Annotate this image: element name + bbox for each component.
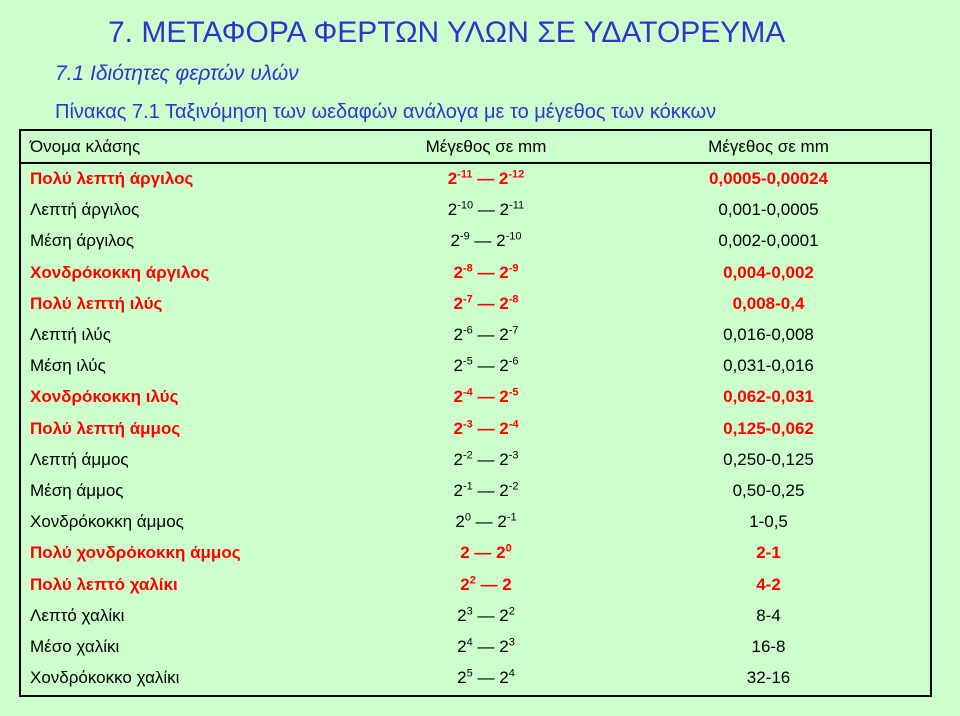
table-row [21,288,930,319]
exponent-b: -7 [508,324,519,337]
class-name-cell: Λεπτή άμμος [30,449,129,469]
base-b: 2 [499,200,510,220]
size-exponent-cell: $2^5$ — $2^4$ [457,667,515,688]
table-row [21,444,930,475]
base-b: 2 [497,512,507,532]
class-name-cell: Χονδρόκοκκο χαλίκι [30,668,180,688]
exponent-b: 2 [508,605,515,618]
class-name-cell: Μέση άμμος [30,481,124,500]
exponent-a: -5 [462,355,473,368]
size-exponent-cell: $2^2$ — 2 [460,574,512,594]
size-exponent-cell: $2^0$ — $2^{-1}$ [455,511,517,532]
base-a: 2 [453,293,463,313]
class-name-cell: Λεπτό χαλίκι [30,605,125,625]
class-name-cell: Μέση άργιλος [30,231,135,251]
exponent-a: 2 [469,574,476,586]
size-exponent-cell: $2^{-11}$ — $2^{-12}$ [447,168,525,188]
size-exponent-cell: $2^{-4}$ — $2^{-5}$ [453,386,519,407]
exponent-b: 3 [508,636,515,649]
base-b: 2 [499,605,509,625]
exponent-b: -9 [508,262,519,274]
class-name-cell: Μέσο χαλίκι [30,637,120,656]
size-exponent-cell: $2^{-5}$ — $2^{-6}$ [453,355,519,376]
base-b: 2 [499,387,509,407]
exponent-b: 0 [505,542,512,555]
size-exponent-cell: $2^{-2}$ — $2^{-3}$ [453,449,519,469]
size-exponent-cell: $2^{-3}$ — $2^{-4}$ [453,418,519,438]
base-a: 2 [447,200,458,220]
exponent-a: -10 [457,199,474,212]
table-row [21,350,930,381]
class-name-cell: Πολύ λεπτό χαλίκι [30,574,178,594]
grain-size-table [19,129,932,697]
base-a: 2 [453,418,463,438]
table-row [21,506,930,537]
table-row [21,381,930,412]
size-exponent-cell: 2 — $2^0$ [460,542,512,563]
size-mm-cell: 0,062-0,031 [723,387,814,407]
exponent-b: -6 [508,355,519,368]
class-name-cell: Πολύ χονδρόκοκκη άμμος [30,543,241,563]
size-exponent-cell: $2^{-10}$ — $2^{-11}$ [447,199,525,220]
exponent-b: 4 [508,667,515,680]
class-name-cell: Μέση ιλύς [30,356,106,376]
table-row [21,631,930,662]
size-exponent-cell: $2^{-7}$ — $2^{-8}$ [453,293,519,313]
base-a: 2 [457,605,467,625]
base-a: 2 [453,356,463,376]
header-class-name: Όνομα κλάσης [30,137,141,156]
base-b: 2 [499,418,509,438]
base-a: 2 [450,231,460,251]
exponent-a: -9 [459,230,470,243]
exponent-a: -8 [462,262,473,274]
size-exponent-cell: $2^4$ — $2^3$ [457,636,515,656]
base-a: 2 [453,262,463,282]
size-mm-cell: 8-4 [756,605,781,625]
size-mm-cell: 0,008-0,4 [732,293,805,313]
exponent-a: 5 [466,667,473,680]
exponent-a: -2 [462,449,473,462]
base-b: 2 [499,262,509,282]
section-subtitle: 7.1 Ιδιότητες φερτών υλών [55,62,299,85]
table-row [21,257,930,288]
base-a: 2 [453,325,463,344]
base-b: 2 [496,543,506,563]
exponent-b: -2 [508,480,519,493]
class-name-cell: Λεπτή άργιλος [30,200,140,220]
exponent-b: -12 [508,168,525,181]
size-mm-cell: 0,125-0,062 [723,418,814,438]
size-exponent-cell: $2^{-8}$ — $2^{-9}$ [453,262,519,282]
base-a: 2 [453,481,463,500]
size-mm-cell: 4-2 [756,574,781,594]
base-a: 2 [447,169,458,188]
table-row [21,569,930,600]
size-mm-cell: 1-0,5 [749,512,788,532]
base-b: 2 [499,668,509,688]
exponent-a: -4 [462,386,473,399]
page-title: 7. ΜΕΤΑΦΟΡΑ ΦΕΡΤΩΝ ΥΛΩΝ ΣΕ ΥΔΑΤΟΡΕΥΜΑ [108,16,786,49]
class-name-cell: Χονδρόκοκκη άργιλος [30,262,210,282]
base-a: 2 [457,668,467,688]
size-exponent-cell: $2^{-6}$ — $2^{-7}$ [453,324,519,344]
base-b: 2 [499,481,509,500]
size-mm-cell: 0,016-0,008 [723,325,814,344]
exponent-b: -3 [508,449,519,462]
table-row [21,600,930,631]
base-b: 2 [499,637,509,656]
base-a: 2 [460,574,470,594]
size-mm-cell: 16-8 [751,637,786,656]
base-b: 2 [499,356,509,376]
table-row [21,225,930,256]
size-mm-cell: 0,031-0,016 [723,356,814,376]
size-exponent-cell: $2^{-1}$ — $2^{-2}$ [453,480,519,500]
exponent-a: -3 [462,418,473,430]
base-a: 2 [457,637,467,656]
base-b: 2 [502,574,512,594]
exponent-a: 4 [466,636,473,649]
exponent-a: -7 [462,293,473,306]
table-row [21,413,930,444]
table-row [21,163,930,194]
table-caption: Πίνακας 7.1 Ταξινόμηση των ωεδαφών ανάλογα με το μέγεθος των κόκκων [55,101,717,123]
exponent-a: 3 [466,605,473,618]
base-a: 2 [460,543,470,563]
exponent-b: -10 [505,230,522,243]
exponent-a: -11 [457,168,473,181]
exponent-a: -6 [462,324,473,337]
base-b: 2 [496,231,506,251]
table-row [21,194,930,225]
size-mm-cell: 0,250-0,125 [723,449,814,469]
size-mm-cell: 0,001-0,0005 [718,200,819,220]
size-exponent-cell: $2^{-9}$ — $2^{-10}$ [450,230,522,251]
class-name-cell: Χονδρόκοκκη άμμος [30,512,184,532]
base-a: 2 [453,449,463,469]
size-mm-cell: 0,50-0,25 [732,481,805,500]
header-size-mm: Μέγεθος σε mm [708,137,829,156]
size-mm-cell: 32-16 [746,668,791,688]
base-b: 2 [498,169,509,188]
table-row [21,475,930,506]
class-name-cell: Πολύ λεπτή ιλύς [30,293,163,313]
exponent-b: -4 [508,418,519,430]
base-b: 2 [499,449,509,469]
exponent-b: -11 [509,199,525,212]
base-a: 2 [453,387,463,407]
exponent-a: -1 [462,480,473,493]
base-a: 2 [455,512,465,532]
class-name-cell: Λεπτή ιλύς [30,325,111,344]
table-row [21,662,930,693]
class-name-cell: Πολύ λεπτή άργιλος [30,169,194,188]
exponent-a: 0 [464,511,471,524]
class-name-cell: Πολύ λεπτή άμμος [30,418,181,438]
exponent-b: -8 [508,293,519,306]
size-mm-cell: 2-1 [756,543,781,563]
size-mm-cell: 0,004-0,002 [723,262,814,282]
size-mm-cell: 0,002-0,0001 [718,231,819,251]
base-b: 2 [499,293,509,313]
header-size-exponent: Μέγεθος σε mm [425,137,547,156]
size-mm-cell: 0,0005-0,00024 [708,169,829,188]
base-b: 2 [499,325,509,344]
table-row [21,319,930,350]
size-exponent-cell: $2^3$ — $2^2$ [457,605,515,625]
table-header-row [21,131,930,164]
table-row [21,537,930,568]
exponent-b: -5 [508,386,519,399]
class-name-cell: Χονδρόκοκκη ιλύς [30,387,179,407]
exponent-b: -1 [506,511,517,524]
